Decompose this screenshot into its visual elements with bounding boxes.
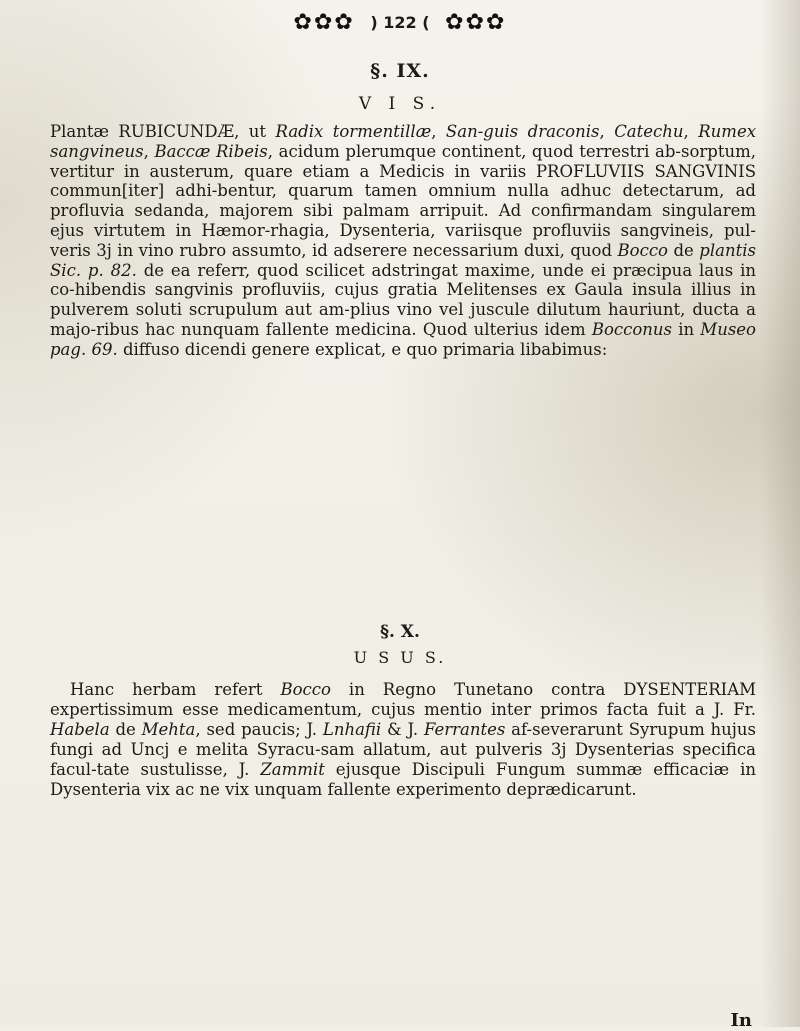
text-run: , [599, 122, 615, 141]
text-run: Hanc herbam refert [70, 680, 281, 699]
text-run: de [109, 719, 142, 739]
text-run: Plantæ RUBICUNDÆ, ut [50, 122, 276, 141]
text-run: af-severarunt Syrupum hujus fungi ad Uncj e melita Syracu-sam allatum, aut pulveris 3j Dysenterias specifica facul-tate sustulisse, J. [50, 719, 756, 779]
italic-author: Bocco [617, 240, 668, 260]
text-run: diffuso dicendi genere explicat, e quo primaria libabimus: [117, 339, 608, 359]
text-run: in [672, 319, 701, 339]
text-run: & J. [381, 719, 424, 739]
italic-author: Bocconus [591, 319, 673, 339]
italic-author: Habela [50, 719, 110, 739]
catchword: In [730, 1010, 752, 1031]
right-ornament: ✿✿✿ [445, 10, 507, 35]
left-ornament: ✿✿✿ [293, 10, 355, 35]
section-body [50, 680, 756, 799]
section-title: V I S. [358, 94, 442, 114]
italic-citation: plantis Sic. p. 82. [50, 240, 756, 280]
text-run: , acidum plerumque continent, quod terrestri ab-sorptum, vertitur in austerum, quare etiam a Medicis in variis PROFLUVIIS SANGVINIS commun[iter] adhi-bentur, quarum tamen omnium nulla adhuc detectarum, ad profluvia sedanda, majorem sibi palmam arripuit. Ad confirmandam singularem ejus virtutem in Hæmor-rhagia, Dysenteria, variisque profluviis sangvineis, pul-veris 3j in vino rubro assumto, id adserere necessarium duxi, quod [50, 141, 756, 260]
italic-term: Catechu [614, 122, 684, 141]
text-run: , [683, 122, 699, 141]
section-title: U S U S. [353, 648, 447, 667]
italic-term: Rumex sangvineus [50, 122, 757, 161]
text-run: ejusque Discipuli Fungum summæ efficaciæ in Dysenteria vix ac ne vix unquam fallente experimento deprædicarunt. [50, 759, 756, 799]
text-run: de ea referr, quod scilicet adstringat maxime, unde ei præcipua laus in co-hibendis sangvinis profluviis, cujus gratia Melitenses ex Gaula insula illius in pulverem soluti scrupulum aut am-plius vino vel juscule dilutum hauriunt, ducta a majo-ribus hac nunquam fallente medicina. Quod ulterius idem [50, 260, 756, 339]
italic-term: Baccæ Ribeis [154, 141, 268, 161]
text-run: de [668, 240, 700, 260]
italic-author: Lnhafii [322, 719, 382, 739]
italic-term: San-guis draconis [445, 122, 600, 141]
italic-citation: Museo pag. 69. [50, 319, 756, 359]
italic-author: Ferrantes [423, 719, 506, 739]
section-number: §. X. [380, 622, 420, 642]
italic-term: Radix tormentillæ [275, 122, 432, 141]
italic-author: Bocco [280, 680, 331, 699]
page-header [0, 10, 800, 35]
section-number: §. IX. [370, 60, 430, 82]
paragraph [50, 680, 756, 799]
text-run: , [143, 141, 155, 161]
page-gutter-shadow [760, 0, 800, 1027]
text-run: in Regno Tunetano contra DYSENTERIAM expertissimum esse medicamentum, cujus mentio inter primos facta fuit a J. Fr. [50, 680, 756, 719]
text-run: , sed paucis; J. [195, 719, 323, 739]
italic-author: Mehta [141, 719, 196, 739]
page-number: ) 122 ( [370, 13, 430, 32]
section-body [50, 122, 756, 360]
paragraph [50, 122, 756, 360]
italic-author: Zammit [260, 759, 325, 779]
text-run: , [431, 122, 446, 141]
